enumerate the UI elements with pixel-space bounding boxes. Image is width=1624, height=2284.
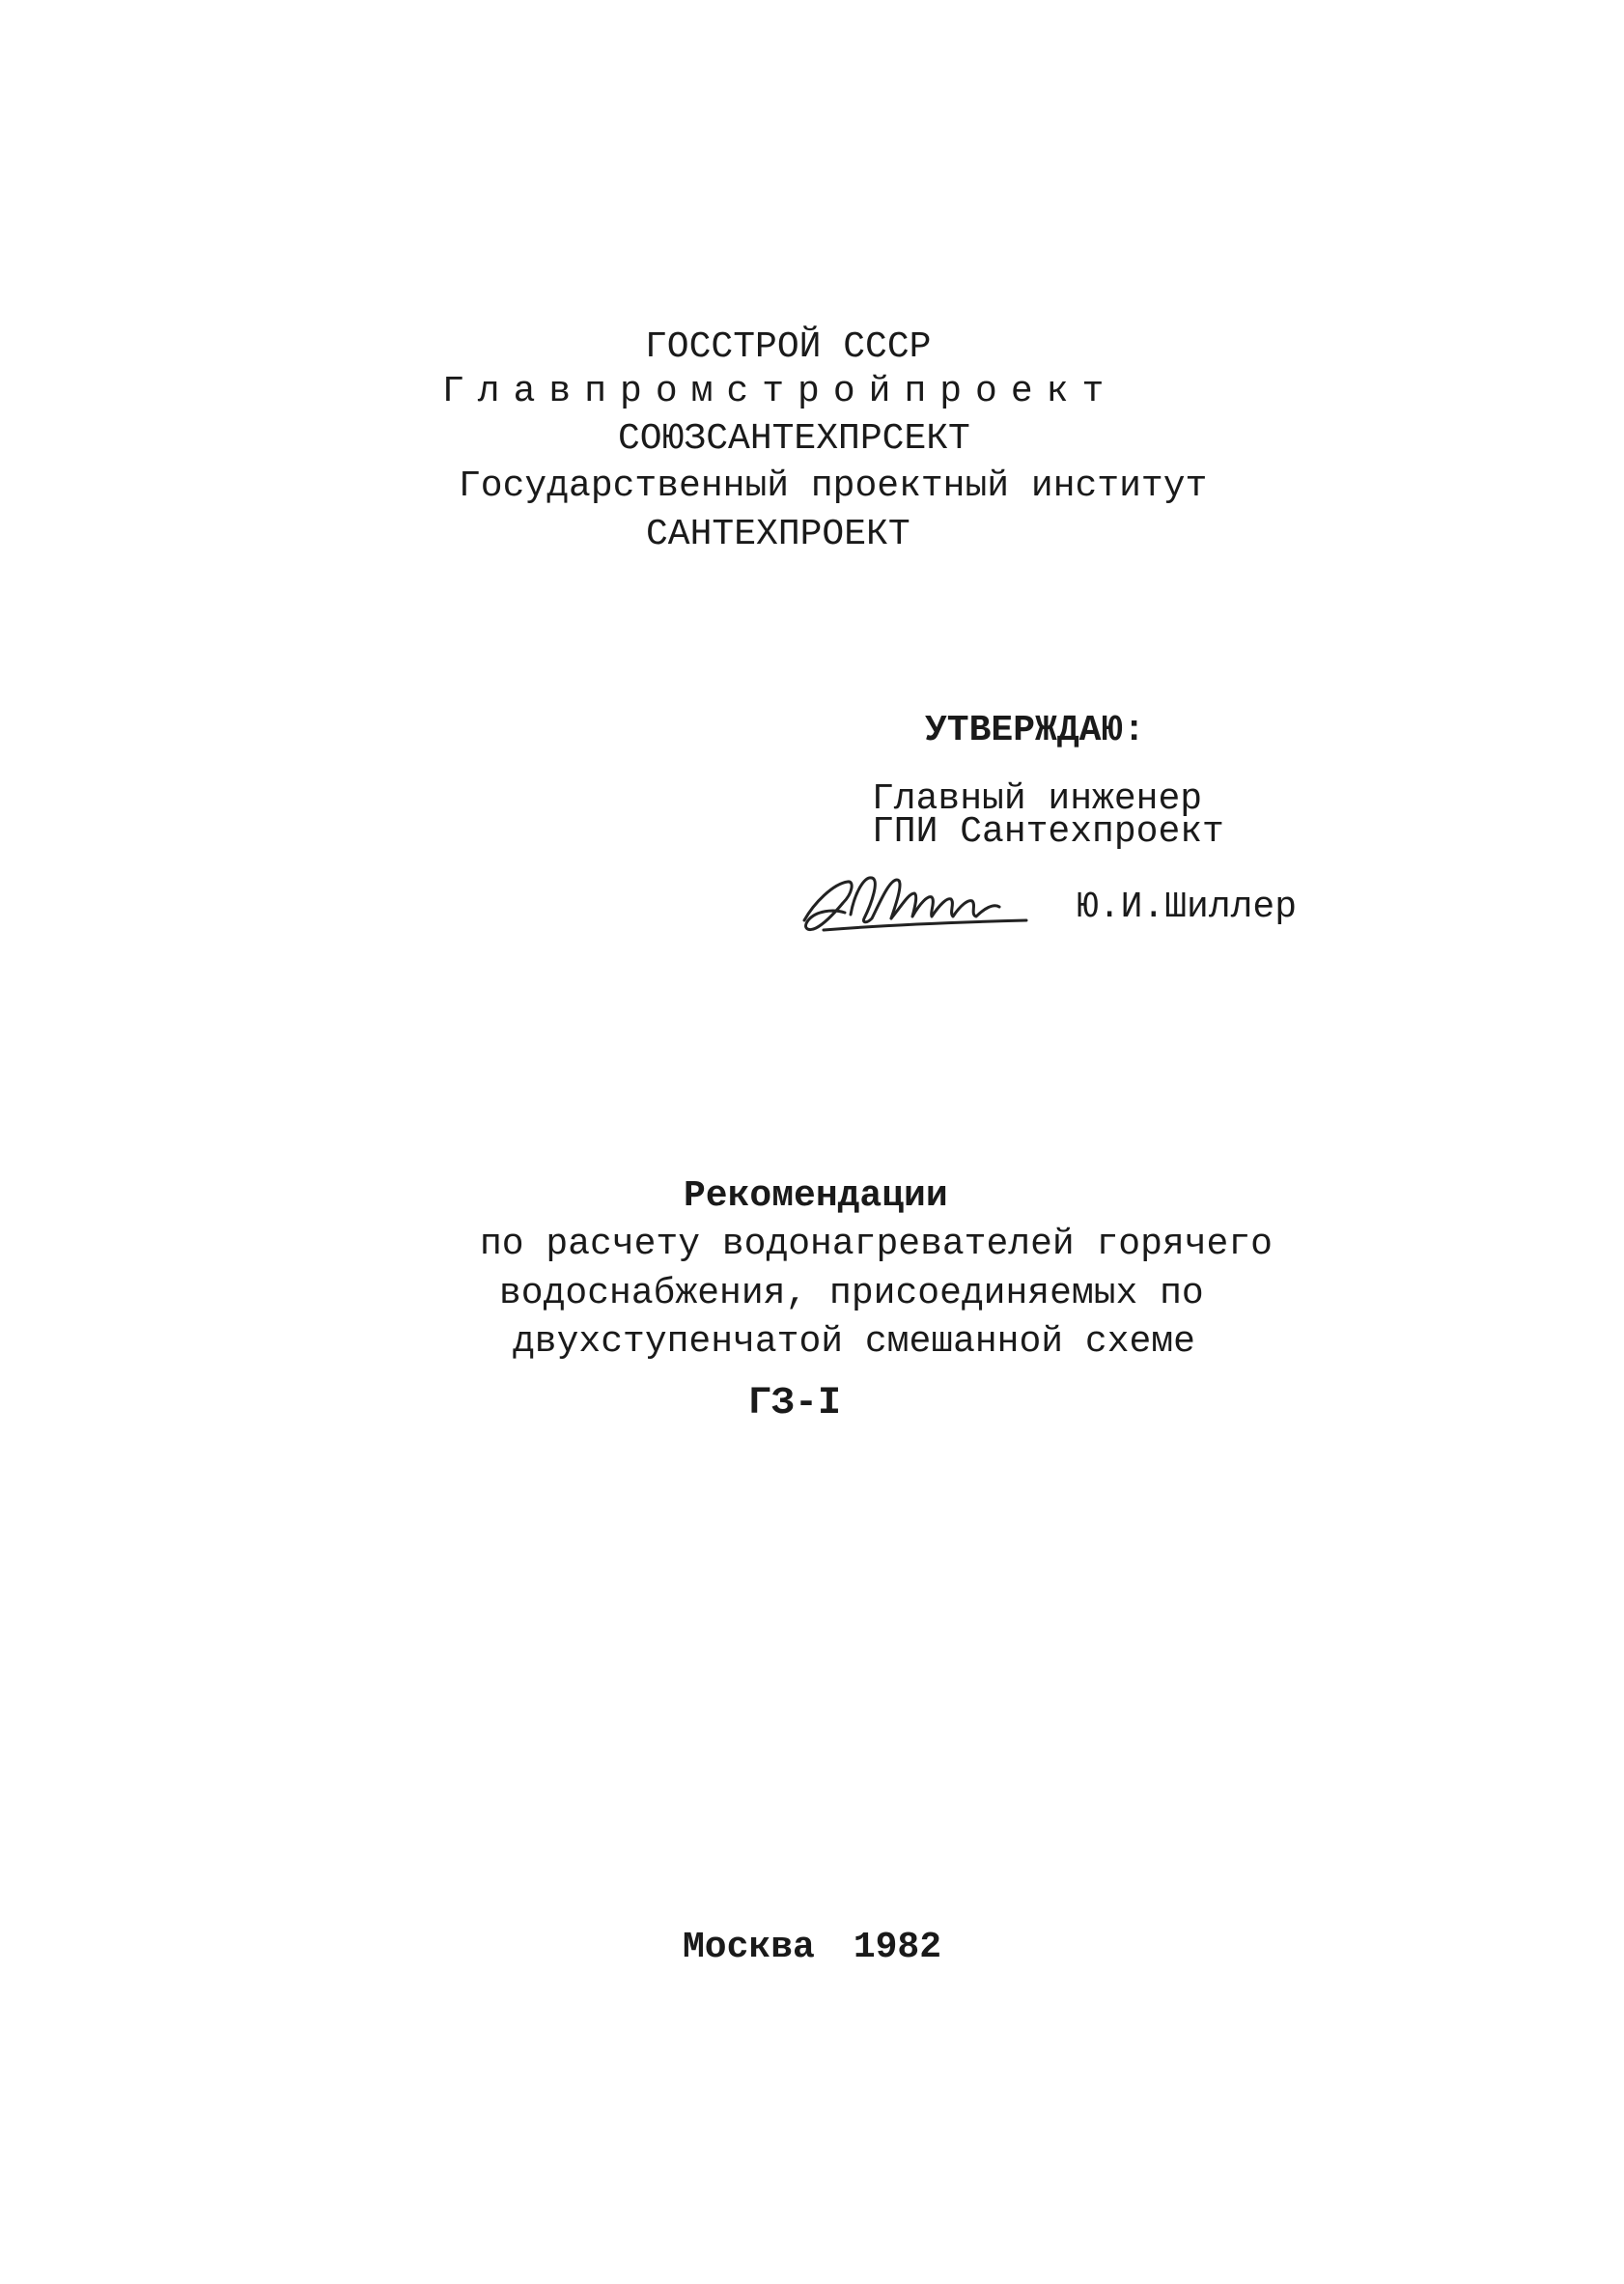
footer-year: 1982 <box>853 1927 942 1968</box>
org-line-soyuzsantekhproekt: СОЮЗСАНТЕХПРСЕКТ <box>618 418 970 460</box>
approval-title: УТВЕРЖДАЮ: <box>925 710 1146 751</box>
org-line-glavpromstroyproekt: Главпромстройпроект <box>442 371 1118 412</box>
handwritten-signature <box>795 864 1104 942</box>
footer-city: Москва <box>683 1927 815 1968</box>
document-code: ГЗ-I <box>748 1382 842 1425</box>
document-subtitle-line1: по расчету водонагревателей горячего <box>480 1224 1273 1265</box>
org-line-santekhproekt: САНТЕХПРОЕКТ <box>646 514 910 555</box>
document-subtitle-line2: водоснабжения, присоединяемых по <box>499 1273 1204 1314</box>
footer-imprint <box>683 1927 941 1969</box>
approval-position-line2: ГПИ Сантехпроект <box>872 811 1224 853</box>
approval-position-line1: Главный инженер <box>872 778 1203 820</box>
org-line-gosstroy: ГОССТРОЙ СССР <box>645 326 932 368</box>
approval-signatory: Ю.И.Шиллер <box>1077 887 1298 928</box>
document-title: Рекомендации <box>684 1175 948 1217</box>
org-line-institute: Государственный проектный институт <box>459 465 1208 507</box>
document-subtitle-line3: двухступенчатой смешанной схеме <box>513 1321 1195 1363</box>
